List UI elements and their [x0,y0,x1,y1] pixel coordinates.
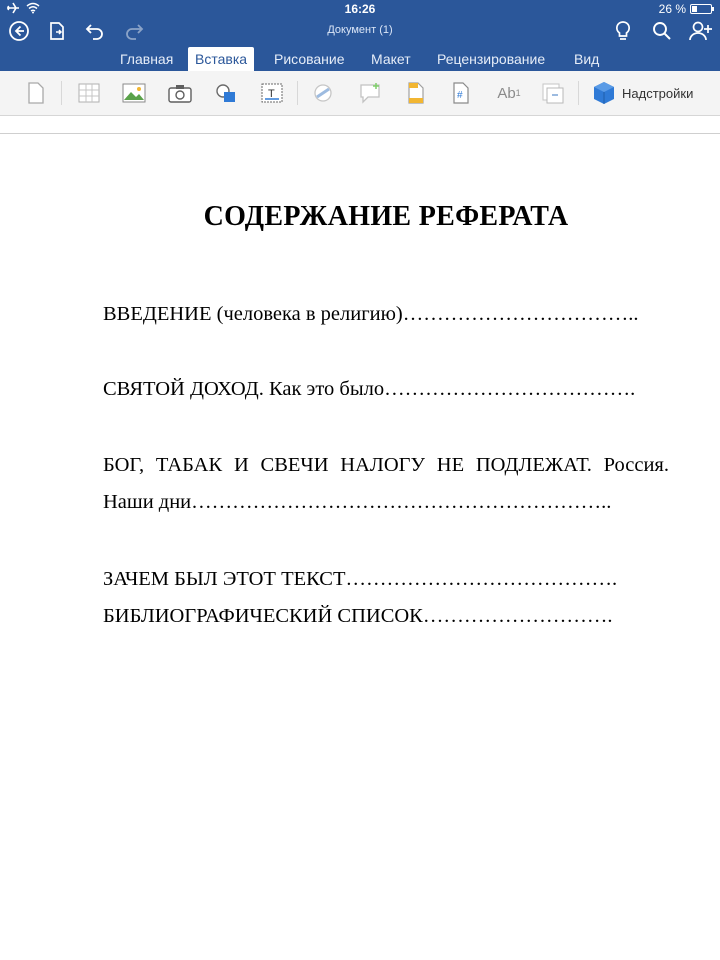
toc-entry: БИБЛИОГРАФИЧЕСКИЙ СПИСОК………………………. [103,605,613,627]
addins-label: Надстройки [622,85,694,101]
battery-icon [690,4,712,14]
footnote-icon[interactable]: Ab 1 [497,84,521,102]
battery-percent: 26 % [658,2,686,16]
camera-icon[interactable] [167,81,193,105]
addins-icon [592,81,616,105]
svg-text:#: # [457,90,463,101]
toc-entry: ЗАЧЕМ БЫЛ ЭТОТ ТЕКСТ…………………………………. [103,568,618,590]
document-title: Документ (1) [327,24,393,36]
status-bar [0,0,720,20]
tab-home[interactable]: Главная [120,51,174,67]
share-person-add-icon[interactable] [688,18,714,44]
endnote-icon[interactable] [540,81,566,105]
search-icon[interactable] [649,18,675,44]
document-heading: СОДЕРЖАНИЕ РЕФЕРАТА [203,201,569,232]
addins-button[interactable] [592,81,693,105]
toc-entry: БОГ, ТАБАК И СВЕЧИ НАЛОГУ НЕ ПОДЛЕЖАТ. Россия. Наши дни…………………………………………………….. [103,454,669,513]
ribbon-toolbar [0,71,720,116]
svg-text:T: T [268,88,275,100]
tab-view[interactable]: Вид [574,51,600,67]
status-time: 16:26 [344,2,376,16]
tab-review[interactable]: Рецензирование [437,51,546,67]
toc-entry: СВЯТОЙ ДОХОД. Как это было………………………………. [103,378,636,400]
link-icon[interactable] [310,81,336,105]
ribbon-tabs [0,47,720,71]
document-page[interactable] [0,134,720,960]
lightbulb-icon[interactable] [610,18,636,44]
text-box-icon[interactable] [259,81,285,105]
blank-page-icon[interactable] [23,81,49,105]
comment-icon[interactable] [357,81,383,105]
page-number-icon[interactable] [448,81,474,105]
toc-entry: ВВЕДЕНИЕ (человека в религию)…………………………….. [103,303,639,325]
tab-layout[interactable]: Макет [371,51,411,67]
picture-icon[interactable] [121,81,147,105]
tab-insert[interactable]: Вставка [188,47,254,71]
header-footer-icon[interactable] [403,81,429,105]
table-icon[interactable] [76,81,102,105]
title-bar [0,0,720,71]
shapes-icon[interactable] [213,81,239,105]
tab-draw[interactable]: Рисование [274,51,345,67]
